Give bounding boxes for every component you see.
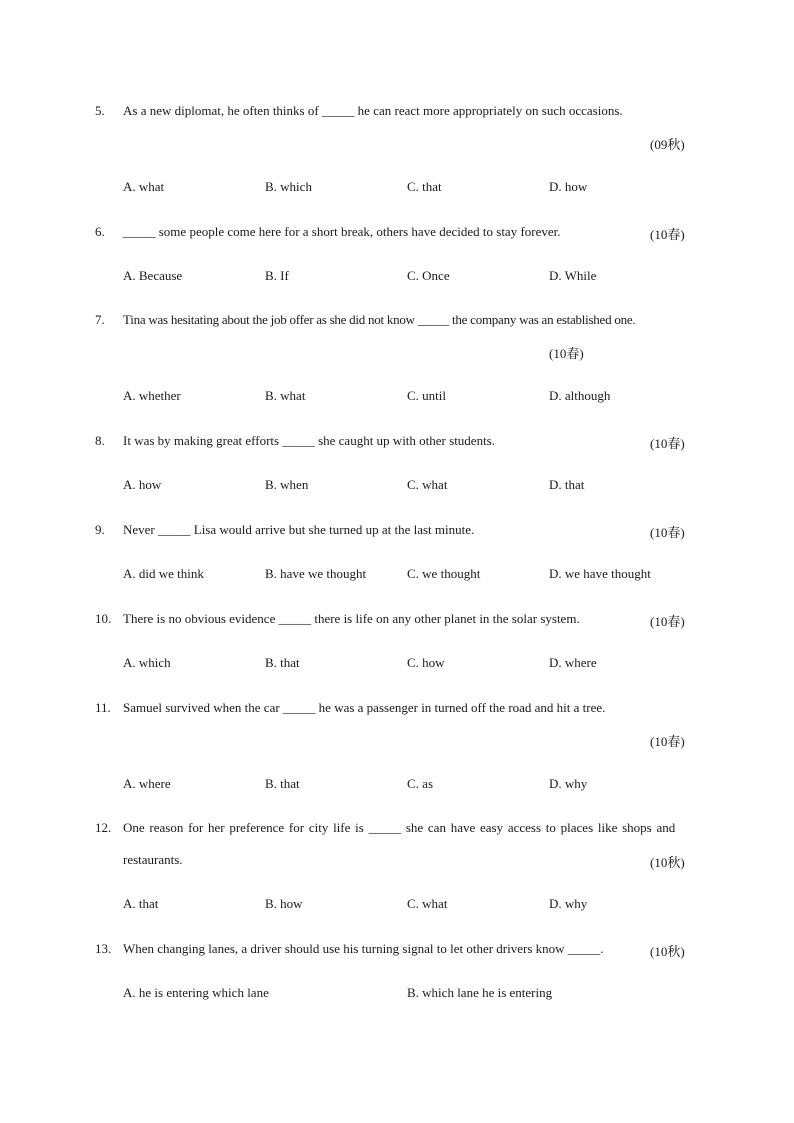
source-tag: (10秋) — [650, 855, 685, 870]
question-stem: When changing lanes, a driver should use his turning signal to let other drivers know _____. — [123, 941, 604, 956]
question-number: 11. — [95, 700, 111, 715]
question-number: 12. — [95, 820, 112, 835]
option-c: C. we thought — [407, 566, 481, 581]
option-c: C. that — [407, 179, 442, 194]
question-number: 9. — [95, 522, 105, 537]
option-c: C. what — [407, 896, 448, 911]
question-stem: There is no obvious evidence _____ there is life on any other planet in the solar system. — [123, 611, 580, 626]
option-b: B. what — [265, 388, 306, 403]
question-number: 6. — [95, 224, 105, 239]
option-b: B. which lane he is entering — [407, 985, 553, 1000]
option-a: A. what — [123, 179, 165, 194]
option-b: B. have we thought — [265, 566, 367, 581]
option-a: A. where — [123, 776, 171, 791]
question-stem: As a new diplomat, he often thinks of _____ he can react more appropriately on such occasions. — [123, 103, 623, 118]
source-tag: (10春) — [549, 346, 584, 361]
question-stem-line-1: One reason for her preference for city life is _____ she can have easy access to places like shops and — [123, 820, 676, 835]
question-number: 7. — [95, 312, 105, 327]
question-stem: _____ some people come here for a short break, others have decided to stay forever. — [123, 224, 561, 239]
source-tag: (10春) — [650, 525, 685, 540]
question-stem: Samuel survived when the car _____ he was a passenger in turned off the road and hit a tree. — [123, 700, 606, 715]
question-number: 8. — [95, 433, 105, 448]
option-d: D. although — [549, 388, 611, 403]
option-d: D. how — [549, 179, 588, 194]
option-d: D. we have thought — [549, 566, 651, 581]
option-b: B. that — [265, 655, 300, 670]
question-stem-line-2: restaurants. — [123, 852, 183, 867]
option-b: B. If — [265, 268, 289, 283]
option-c: C. until — [407, 388, 447, 403]
question-stem: Never _____ Lisa would arrive but she turned up at the last minute. — [123, 522, 475, 537]
option-c: C. as — [407, 776, 433, 791]
option-b: B. that — [265, 776, 300, 791]
option-a: A. he is entering which lane — [123, 985, 269, 1000]
option-a: A. how — [123, 477, 162, 492]
option-d: D. that — [549, 477, 585, 492]
option-a: A. Because — [123, 268, 183, 283]
option-d: D. why — [549, 776, 588, 791]
question-number: 13. — [95, 941, 112, 956]
source-tag: (10秋) — [650, 944, 685, 959]
option-a: A. which — [123, 655, 171, 670]
option-a: A. whether — [123, 388, 181, 403]
option-d: D. While — [549, 268, 597, 283]
option-b: B. which — [265, 179, 312, 194]
source-tag: (10春) — [650, 436, 685, 451]
source-tag: (10春) — [650, 227, 685, 242]
question-stem: It was by making great efforts _____ she caught up with other students. — [123, 433, 495, 448]
option-c: C. Once — [407, 268, 450, 283]
option-c: C. what — [407, 477, 448, 492]
question-number: 5. — [95, 103, 105, 118]
question-number: 10. — [95, 611, 112, 626]
option-b: B. when — [265, 477, 309, 492]
option-d: D. where — [549, 655, 597, 670]
option-a: A. did we think — [123, 566, 204, 581]
question-stem: Tina was hesitating about the job offer as she did not know _____ the company was an established one. — [123, 312, 636, 327]
source-tag: (10春) — [650, 734, 685, 749]
option-c: C. how — [407, 655, 445, 670]
option-b: B. how — [265, 896, 303, 911]
source-tag: (09秋) — [650, 137, 685, 152]
option-d: D. why — [549, 896, 588, 911]
source-tag: (10春) — [650, 614, 685, 629]
option-a: A. that — [123, 896, 159, 911]
